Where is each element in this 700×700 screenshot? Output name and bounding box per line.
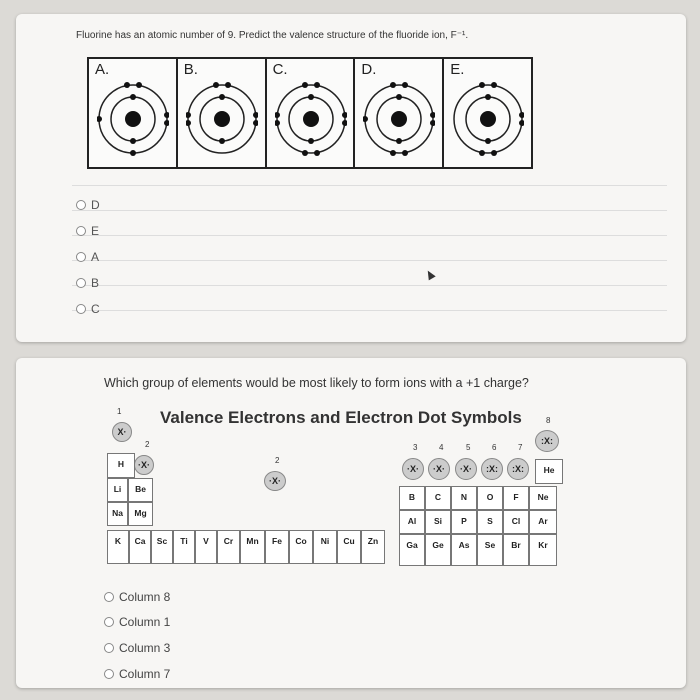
element-br: Br [503,534,529,566]
element-kr: Kr [529,534,557,566]
q2-option-column-7[interactable] [104,667,170,681]
dot-symbol-group3: ·X· [402,458,424,480]
element-he: He [535,459,563,484]
radio-button[interactable] [76,278,86,288]
element-ti: Ti [173,530,195,564]
group-number: 1 [117,407,122,416]
dot-symbol-group5: ·X· [455,458,477,480]
diagram-a-label: A. [95,61,110,78]
element-mn: Mn [240,530,265,564]
diagram-d [355,59,444,167]
diagram-b [178,59,267,167]
element-s: S [477,510,503,534]
q2-option-column-3[interactable] [104,641,170,655]
radio-button[interactable] [76,200,86,210]
diagram-e [444,59,531,167]
diagram-c-label: C. [272,61,288,78]
diagram-b-label: B. [183,61,198,78]
element-si: Si [425,510,451,534]
element-li: Li [107,478,128,502]
element-co: Co [289,530,313,564]
element-sc: Sc [151,530,173,564]
dot-symbol-transition: ·X· [264,471,286,491]
element-n: N [451,486,477,510]
dot-symbol-group7: :X: [507,458,529,480]
group-number: 4 [439,443,444,452]
diagram-a [89,59,178,167]
group-number: 2 [275,456,280,465]
element-cr: Cr [217,530,240,564]
group-number: 3 [413,443,418,452]
dot-symbol-group4: ·X· [428,458,450,480]
periodic-table-title: Valence Electrons and Electron Dot Symbols [160,408,522,427]
option-label: A [91,250,100,264]
bohr-diagram-d [363,79,435,159]
option-label: Column 7 [119,667,171,681]
radio-button[interactable] [104,643,114,653]
radio-button[interactable] [76,304,86,314]
group-number: 6 [492,443,497,452]
element-k: K [107,530,129,564]
radio-button[interactable] [104,592,114,602]
element-f: F [503,486,529,510]
radio-button[interactable] [76,252,86,262]
dot-symbol-group2: ·X· [134,455,154,475]
q1-option-e[interactable] [76,224,99,238]
element-na: Na [107,502,128,526]
element-fe: Fe [265,530,289,564]
element-ar: Ar [529,510,557,534]
element-ni: Ni [313,530,337,564]
element-cu: Cu [337,530,361,564]
element-se: Se [477,534,503,566]
element-mg: Mg [128,502,153,526]
option-label: Column 1 [119,615,171,629]
group-number: 8 [546,416,551,425]
option-label: Column 8 [119,590,171,604]
element-c: C [425,486,451,510]
q1-option-d[interactable] [76,198,100,212]
q1-option-c[interactable] [76,302,100,316]
element-zn: Zn [361,530,385,564]
bohr-diagrams-table [87,57,533,169]
diagram-d-label: D. [361,61,377,78]
bohr-diagram-c [275,79,347,159]
bohr-diagram-b [186,79,258,159]
element-as: As [451,534,477,566]
bohr-diagram-a [97,79,169,159]
element-ca: Ca [129,530,151,564]
option-label: Column 3 [119,641,171,655]
element-be: Be [128,478,153,502]
element-v: V [195,530,217,564]
option-label: C [91,302,100,316]
dot-symbol-group1: X· [112,422,132,442]
element-al: Al [399,510,425,534]
group-number: 5 [466,443,471,452]
radio-button[interactable] [104,617,114,627]
radio-button[interactable] [76,226,86,236]
option-label: E [91,224,100,238]
element-ge: Ge [425,534,451,566]
radio-button[interactable] [104,669,114,679]
q1-option-b[interactable] [76,276,99,290]
diagram-c [267,59,356,167]
question-2-text: Which group of elements would be most likely to form ions with a +1 charge? [104,376,529,390]
q2-option-column-8[interactable] [104,590,170,604]
q1-option-a[interactable] [76,250,99,264]
bohr-diagram-e [452,79,524,159]
group-number: 7 [518,443,523,452]
diagram-e-label: E. [450,61,465,78]
option-label: D [91,198,100,212]
element-cl: Cl [503,510,529,534]
question-1-text: Fluorine has an atomic number of 9. Predict the valence structure of the fluoride ion, F⁻¹. [76,30,469,41]
group-number: 2 [145,440,150,449]
element-ne: Ne [529,486,557,510]
element-p: P [451,510,477,534]
element-o: O [477,486,503,510]
dot-symbol-group6: :X: [481,458,503,480]
option-label: B [91,276,100,290]
dot-symbol-group8: :X: [535,430,559,452]
q2-option-column-1[interactable] [104,615,170,629]
element-b: B [399,486,425,510]
element-ga: Ga [399,534,425,566]
element-h: H [107,453,135,478]
